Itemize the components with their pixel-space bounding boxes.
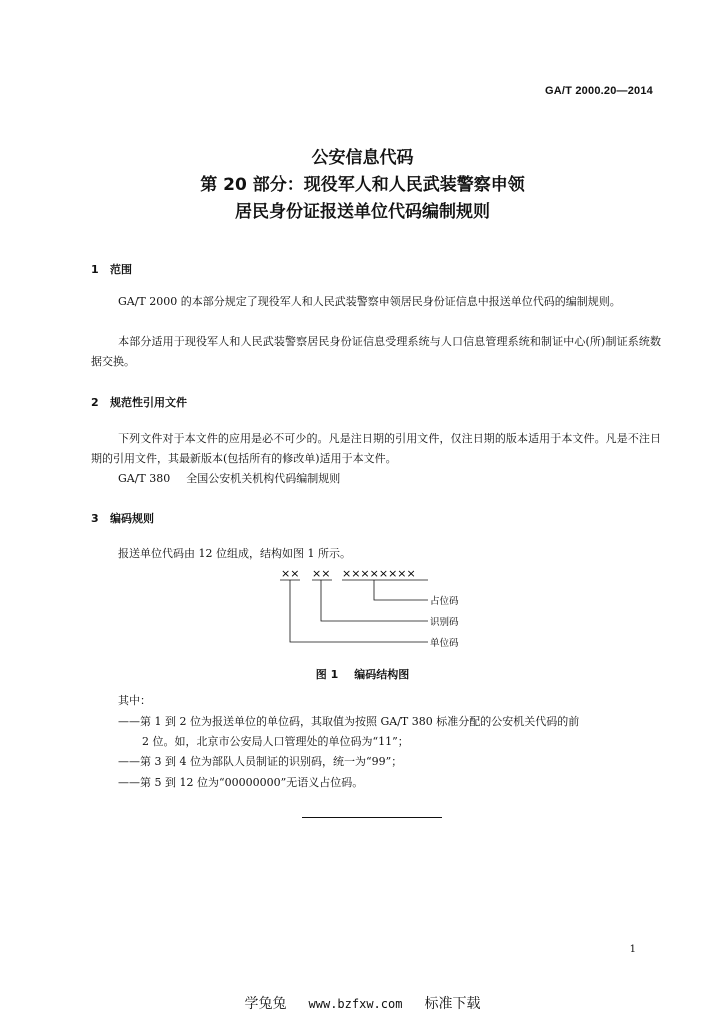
section-1-paragraph-1: GA/T 2000 的本部分规定了现役军人和人民武装警察申领居民身份证信息中报送单位代码的编制规则。 — [118, 295, 621, 308]
page-number: 1 — [629, 944, 636, 955]
section-number: 1 — [91, 263, 99, 276]
title-line-2: 第 20 部分：现役军人和人民武装警察申领 — [200, 175, 525, 195]
footer-tagline: 标准下载 — [424, 996, 481, 1012]
section-1-paragraph-2: 本部分适用于现役军人和人民武装警察居民身份证信息受理系统与人口信息管理系统和制证中心(所)制证系统数据交换。 — [91, 335, 661, 368]
label-identification-code: 识别码 — [430, 617, 459, 628]
notes-intro: 其中： — [118, 694, 151, 707]
standard-code: GA/T 2000.20—2014 — [545, 85, 653, 97]
filler-code-leader — [374, 580, 428, 600]
watermark-footer — [0, 993, 725, 1013]
figure-title: 编码结构图 — [354, 668, 410, 681]
section-title: 范围 — [110, 263, 132, 276]
section-1-heading — [91, 261, 132, 277]
label-unit-code: 单位码 — [430, 638, 459, 649]
note-item-1: ——第 1 到 2 位为报送单位的单位码，其取值为按照 GA/T 380 标准分配的公安机关代码的前 — [118, 715, 580, 728]
section-number: 3 — [91, 512, 99, 525]
label-filler-code: 占位码 — [430, 596, 459, 607]
code-structure-diagram — [270, 560, 470, 654]
section-title: 规范性引用文件 — [110, 396, 187, 409]
end-of-text-rule — [302, 817, 442, 818]
section-2-heading — [91, 394, 187, 410]
unit-code-leader — [290, 580, 428, 642]
reference-title: 全国公安机关机构代码编制规则 — [186, 472, 341, 485]
note-item-2: ——第 3 到 4 位为部队人员制证的识别码，统一为“99”； — [118, 755, 403, 768]
filler-code-placeholder: ×××××××× — [342, 567, 416, 580]
reference-code: GA/T 380 — [118, 472, 171, 485]
section-title: 编码规则 — [110, 512, 154, 525]
figure-number: 图 1 — [315, 668, 339, 681]
normative-reference — [118, 470, 340, 486]
section-3-heading — [91, 510, 154, 526]
unit-code-placeholder: ×× — [281, 567, 300, 580]
footer-site-name: 学兔兔 — [244, 996, 287, 1012]
figure-caption — [0, 666, 725, 682]
section-2-paragraph-1: 下列文件对于本文件的应用是必不可少的。凡是注日期的引用文件，仅注日期的版本适用于本文件。凡是不注日期的引用文件，其最新版本(包括所有的修改单)适用于本文件。 — [91, 432, 661, 465]
note-item-1-continued: 2 位。如，北京市公安局人口管理处的单位码为“11”； — [142, 735, 409, 748]
section-3-intro: 报送单位代码由 12 位组成，结构如图 1 所示。 — [118, 547, 351, 560]
title-line-1: 公安信息代码 — [311, 148, 414, 168]
section-number: 2 — [91, 396, 99, 409]
footer-url[interactable]: www.bzfxw.com — [308, 997, 403, 1011]
title-line-3: 居民身份证报送单位代码编制规则 — [235, 202, 490, 222]
note-item-3: ——第 5 到 12 位为“00000000”无语义占位码。 — [118, 776, 364, 789]
document-title — [0, 145, 725, 226]
identification-code-leader — [321, 580, 428, 621]
identification-code-placeholder: ×× — [312, 567, 331, 580]
